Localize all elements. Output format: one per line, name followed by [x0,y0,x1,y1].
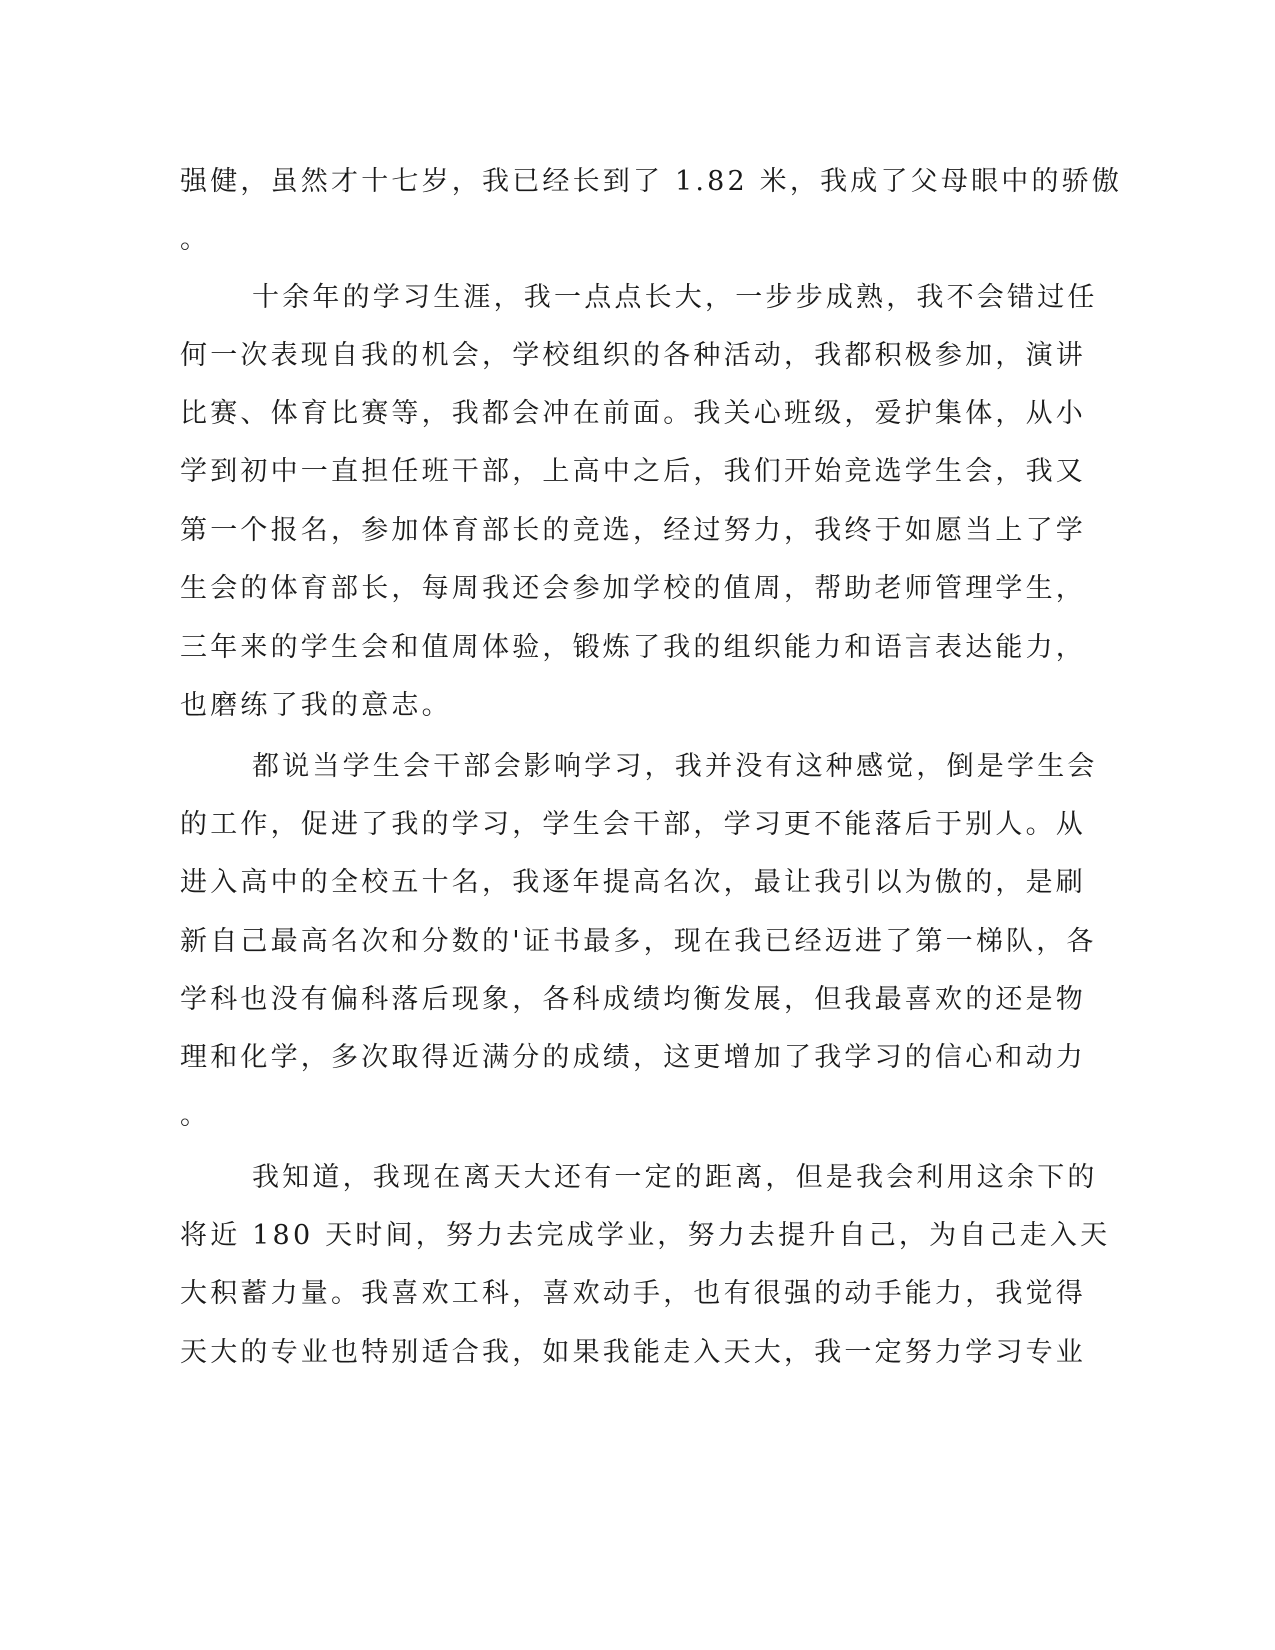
text-line: 天大的专业也特别适合我，如果我能走入天大，我一定努力学习专业 [180,1337,1086,1368]
text-line: 理和化学，多次取得近满分的成绩，这更增加了我学习的信心和动力 [180,1042,1086,1073]
text-line: 三年来的学生会和值周体验，锻炼了我的组织能力和语言表达能力， [180,632,1086,663]
text-line: 何一次表现自我的机会，学校组织的各种活动，我都积极参加，演讲 [180,340,1086,371]
text-line: 大积蓄力量。我喜欢工科，喜欢动手，也有很强的动手能力，我觉得 [180,1278,1086,1309]
paragraph-first-line: 我知道，我现在离天大还有一定的距离，但是我会利用这余下的 [252,1162,1098,1193]
text-line: 进入高中的全校五十名，我逐年提高名次，最让我引以为傲的，是刷 [180,867,1086,898]
paragraph-first-line: 十余年的学习生涯，我一点点长大，一步步成熟，我不会错过任 [252,282,1098,313]
text-line: 新自己最高名次和分数的'证书最多，现在我已经迈进了第一梯队，各 [180,926,1097,957]
text-line: 第一个报名，参加体育部长的竞选，经过努力，我终于如愿当上了学 [180,515,1086,546]
text-line: 学到初中一直担任班干部，上高中之后，我们开始竞选学生会，我又 [180,456,1086,487]
text-line: 。 [180,1100,211,1131]
text-line: 也磨练了我的意志。 [180,690,452,721]
text-line: 生会的体育部长，每周我还会参加学校的值周，帮助老师管理学生， [180,573,1086,604]
text-line: 比赛、体育比赛等，我都会冲在前面。我关心班级，爱护集体，从小 [180,398,1086,429]
text-line: 。 [180,224,211,255]
text-line: 的工作，促进了我的学习，学生会干部，学习更不能落后于别人。从 [180,809,1086,840]
paragraph-first-line: 都说当学生会干部会影响学习，我并没有这种感觉，倒是学生会 [252,751,1098,782]
text-line: 强健，虽然才十七岁，我已经长到了 1.82 米，我成了父母眼中的骄傲 [180,166,1123,197]
text-line: 将近 180 天时间，努力去完成学业，努力去提升自己，为自己走入天 [180,1220,1111,1251]
text-line: 学科也没有偏科落后现象，各科成绩均衡发展，但我最喜欢的还是物 [180,984,1086,1015]
